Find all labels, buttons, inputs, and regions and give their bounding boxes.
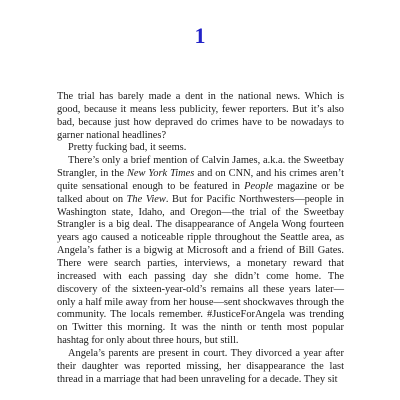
- text-run: . But for Pacific Northwesters—people in Washington state, Idaho, and Oregon—the trial of the Sweetbay Strangler is a big deal. The disappearance of Angela Wong fourteen years ago caused a noticeable ripple throughout the Seattle area, as Angela’s father is a bigwig at Microsoft and a friend of Bill Gates. There were search parties, interviews, a monetary reward that increased with each passing day she didn’t come home. The discovery of the sixteen-year-old’s remains all these years later—only a half mile away from her house—sent shockwaves through the community. The locals remember. #JusticeForAngela was trending on Twitter this morning. It was the ninth or tenth most popular hashtag for only about three hours, but still.: [57, 193, 344, 347]
- paragraph: [57, 142, 344, 155]
- paragraph: [57, 91, 344, 142]
- italic-title: The View: [126, 193, 166, 205]
- italic-title: People: [244, 180, 274, 192]
- text-run: magazine or be talked about on: [57, 180, 344, 205]
- text-run: There’s only a brief mention of Calvin James, a.k.a. the Sweetbay Strangler, in the: [57, 155, 344, 180]
- paragraph: [57, 348, 344, 387]
- text-run: and on CNN, and his crimes aren’t quite sensational enough to be featured in: [57, 168, 344, 192]
- text-run: The trial has barely made a dent in the national news. Which is good, because it means less publicity, fewer reporters. But it’s also bad, because just how depraved do crimes have to be nowadays to garner national headlines?: [57, 91, 344, 141]
- text-run: Angela’s parents are present in court. They divorced a year after their daughter was reported missing, her disappearance the last thread in a marriage that had been unraveling for a decade. They sit: [57, 347, 344, 385]
- text-run: Pretty fucking bad, it seems.: [68, 142, 187, 154]
- paragraph: [57, 155, 344, 348]
- italic-title: New York Times: [126, 168, 195, 180]
- chapter-number: 1: [194, 23, 206, 48]
- chapter-body-text: [57, 91, 344, 386]
